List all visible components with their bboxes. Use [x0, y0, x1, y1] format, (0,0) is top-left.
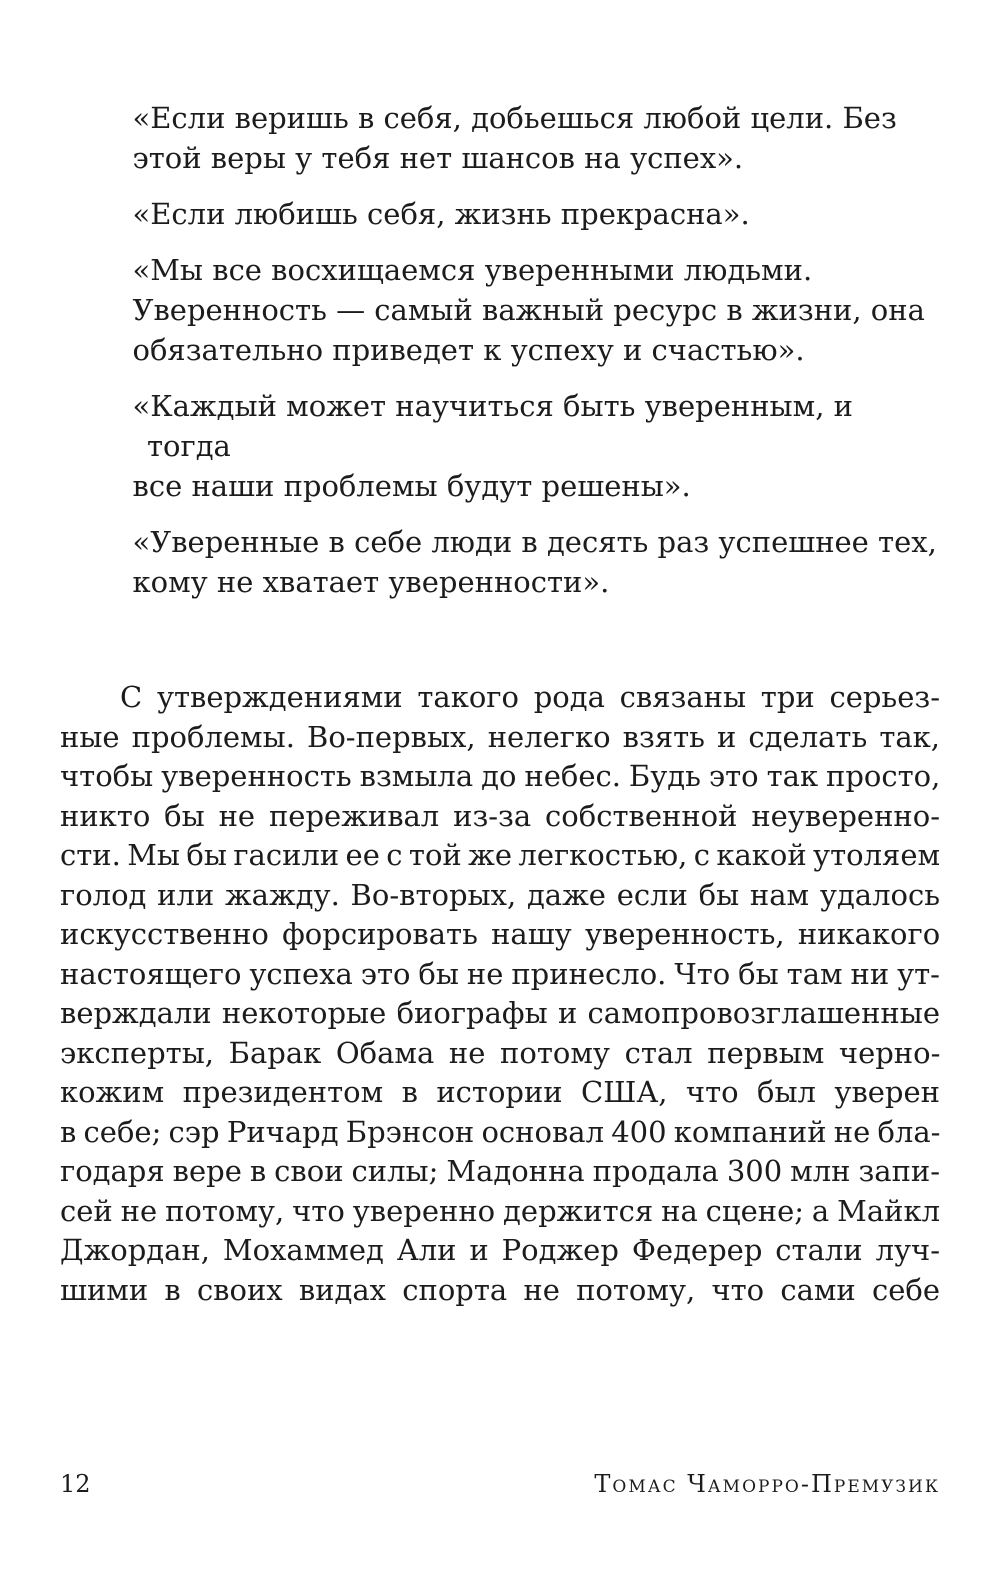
running-head-author: Томас Чаморро-Премузик: [594, 1470, 940, 1498]
body-line: голод или жажду. Во-вторых, даже если бы нам удалось: [60, 877, 940, 912]
page-number: 12: [60, 1470, 91, 1498]
body-line: сти. Мы бы гасили ее с той же легкостью, с какой утоляем: [60, 838, 941, 872]
quote-line: «Мы все восхищаемся уверенными людьми.: [132, 253, 813, 287]
quote-list: [118, 98, 938, 618]
body-line: ные проблемы. Во-первых, нелегко взять и сделать так,: [60, 719, 940, 754]
body-line: искусственно форсировать нашу уверенность, никакого: [60, 917, 941, 951]
quote-3: [118, 250, 938, 370]
quote-line: этой веры у тебя нет шансов на успех».: [132, 141, 744, 175]
quote-line: «Если веришь в себя, добьешься любой цели. Без: [132, 101, 897, 135]
quote-line: все наши проблемы будут решены».: [132, 469, 691, 503]
quote-2: [118, 194, 938, 234]
quote-line: Уверенность — самый важный ресурс в жизни, она: [132, 293, 925, 327]
body-line: никто бы не переживал из-за собственной неуверенно-: [60, 798, 941, 833]
body-line: настоящего успеха это бы не принесло. Что бы там ни ут-: [60, 956, 940, 991]
quote-4: [118, 386, 938, 506]
body-line: С утверждениями такого рода связаны три серьез-: [120, 680, 940, 714]
body-line: кожим президентом в истории США, что был уверен: [60, 1075, 940, 1109]
quote-1: [118, 98, 938, 178]
quote-line: «Уверенные в себе люди в десять раз успешнее тех,: [132, 525, 937, 559]
body-line: в себе; сэр Ричард Брэнсон основал 400 компаний не бла-: [60, 1114, 941, 1149]
body-line: Джордан, Мохаммед Али и Роджер Федерер стали луч-: [60, 1233, 941, 1267]
quote-line: обязательно приведет к успеху и счастью».: [132, 333, 805, 367]
body-line: чтобы уверенность взмыла до небес. Будь это так просто,: [60, 759, 941, 793]
quote-line: кому не хватает уверенности».: [132, 565, 610, 599]
body-line: верждали некоторые биографы и самопровозглашенные: [60, 996, 940, 1030]
body-line: годаря вере в свои силы; Мадонна продала 300 млн запи-: [60, 1154, 941, 1188]
body-line: эксперты, Барак Обама не потому стал первым черно-: [60, 1035, 941, 1070]
quote-line: «Каждый может научиться быть уверенным, и тогда: [132, 389, 853, 463]
page-footer: [60, 1470, 940, 1510]
quote-line: «Если любишь себя, жизнь прекрасна».: [132, 197, 750, 231]
body-paragraph: [60, 678, 940, 1310]
quote-5: [118, 522, 938, 602]
body-line: шими в своих видах спорта не потому, что сами себе: [60, 1272, 940, 1307]
body-line: сей не потому, что уверенно держится на сцене; а Майкл: [60, 1193, 940, 1228]
